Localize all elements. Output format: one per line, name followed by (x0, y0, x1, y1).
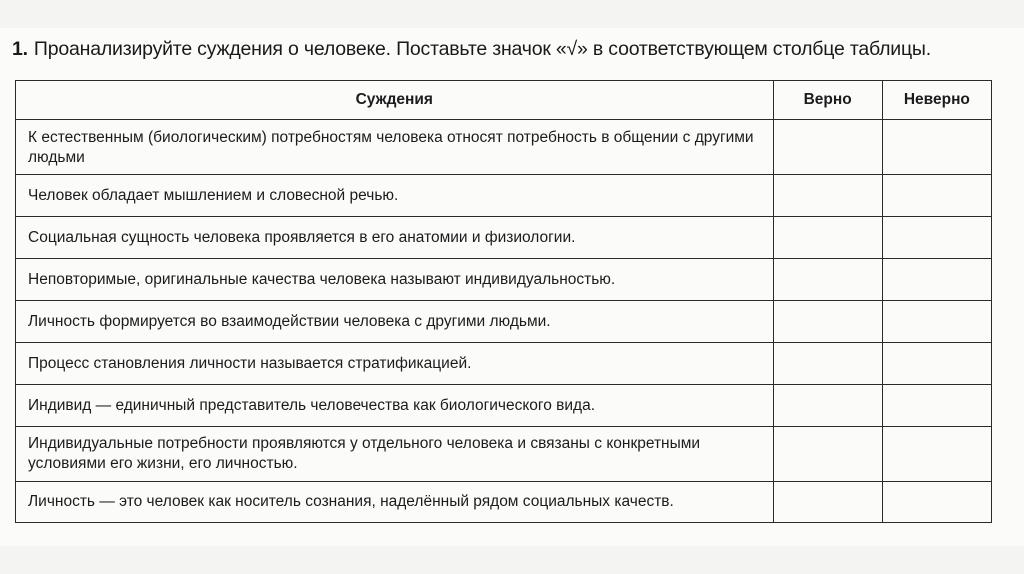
table-row (16, 427, 992, 482)
header-true: Верно (773, 81, 882, 120)
false-check-cell[interactable] (882, 301, 991, 343)
true-check-cell[interactable] (773, 427, 882, 482)
task-text: Проанализируйте суждения о человеке. Поставьте значок «√» в соответствующем столбце таблицы. (33, 38, 931, 60)
table-row (16, 385, 992, 427)
table-row (16, 301, 992, 343)
judgment-text: Личность формируется во взаимодействии человека с другими людьми. (16, 301, 774, 343)
table-row (16, 259, 992, 301)
header-false: Неверно (882, 81, 991, 120)
false-check-cell[interactable] (882, 259, 991, 301)
judgment-text: Процесс становления личности называется стратификацией. (16, 343, 774, 385)
table-header-row (16, 81, 992, 120)
judgment-text: Человек обладает мышлением и словесной речью. (16, 175, 774, 217)
false-check-cell[interactable] (882, 343, 991, 385)
true-check-cell[interactable] (773, 259, 882, 301)
true-check-cell[interactable] (773, 301, 882, 343)
judgments-table (15, 80, 992, 523)
judgment-text: Индивидуальные потребности проявляются у отдельного человека и связаны с конкретными условиями его жизни, его личностью. (16, 427, 774, 482)
table-row (16, 120, 992, 175)
false-check-cell[interactable] (882, 120, 991, 175)
judgment-text: Неповторимые, оригинальные качества человека называют индивидуальностью. (16, 259, 774, 301)
judgment-text: Личность — это человек как носитель сознания, наделённый рядом социальных качеств. (16, 482, 774, 523)
table-row (16, 343, 992, 385)
true-check-cell[interactable] (773, 217, 882, 259)
false-check-cell[interactable] (882, 385, 991, 427)
true-check-cell[interactable] (773, 120, 882, 175)
true-check-cell[interactable] (773, 385, 882, 427)
judgment-text: Социальная сущность человека проявляется в его анатомии и физиологии. (16, 217, 774, 259)
judgment-text: К естественным (биологическим) потребностям человека относят потребность в общении с другими людьми (16, 120, 774, 175)
judgment-text: Индивид — единичный представитель человечества как биологического вида. (16, 385, 774, 427)
false-check-cell[interactable] (882, 427, 991, 482)
false-check-cell[interactable] (882, 175, 991, 217)
table-row (16, 482, 992, 523)
true-check-cell[interactable] (773, 482, 882, 523)
table-row (16, 217, 992, 259)
task-instruction (12, 38, 1012, 61)
true-check-cell[interactable] (773, 175, 882, 217)
true-check-cell[interactable] (773, 343, 882, 385)
table-row (16, 175, 992, 217)
header-judgments: Суждения (16, 81, 774, 120)
false-check-cell[interactable] (882, 482, 991, 523)
task-number: 1. (12, 38, 28, 60)
false-check-cell[interactable] (882, 217, 991, 259)
